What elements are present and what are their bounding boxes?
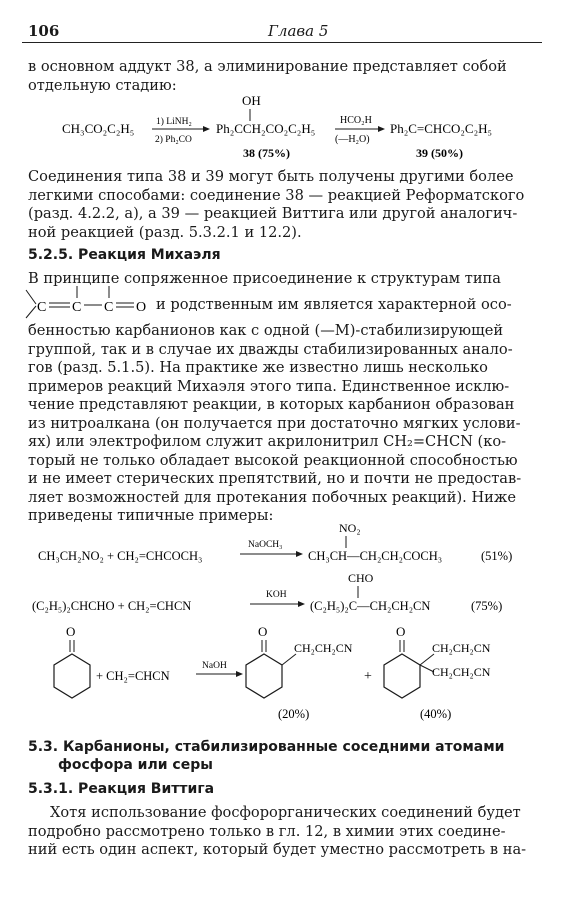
scheme1-arrowhead-2 [378, 126, 385, 132]
rxn1-reactants: CH₃CH₂NO₂ + CH₂=CHCOCH₃ [38, 549, 203, 563]
section-heading-5-2-5: 5.2.5. Реакция Михаэля [28, 247, 221, 263]
svg-text:O: O [66, 624, 76, 639]
scheme1-step2-bottom: (—H₂O) [335, 134, 370, 145]
p2-line: торый не только обладает высокой реакционной способностью [28, 451, 518, 469]
p3-line: подробно рассмотрено только в гл. 12, в химии этих соедине- [28, 822, 506, 840]
section-heading-5-3-1: 5.3.1. Реакция Виттига [28, 781, 215, 797]
svg-text:C: C [104, 300, 114, 315]
section-5-3-title-line-1: 5.3. Карбанионы, стабилизированные соседними атомами [28, 739, 505, 755]
intro-text [28, 58, 540, 95]
scheme1-intermediate-label: 38 (75%) [243, 146, 290, 160]
svg-text:O: O [396, 624, 406, 639]
reaction-nitroalkane [28, 520, 543, 570]
p1-line: (разд. 4.2.2, а), а 39 — реакцией Виттига или другой аналогич- [28, 205, 518, 222]
p3-line: Хотя использование фосфорорганических соединений будет [50, 804, 521, 821]
scheme1-step1-bottom: 2) Ph₂CO [155, 135, 192, 145]
scheme1-arrowhead-1 [203, 126, 210, 132]
product-2-chain-bottom: CH₂CH₂CN [432, 665, 491, 679]
p1-line: легкими способами: соединение 38 — реакцией Реформатского [28, 186, 525, 204]
plus-sign: + [364, 669, 372, 684]
p2-line: группой, так и в случае их дважды стабилизированных анало- [28, 340, 513, 358]
rxn3-arrowhead [236, 671, 243, 677]
scheme1-reactant: CH₃CO₂C₂H₅ [62, 121, 135, 136]
paragraph-3 [28, 804, 540, 860]
scheme1-oh: OH [242, 95, 261, 108]
rxn2-reagent: KOH [266, 590, 287, 600]
p2-line: и не имеет стерических препятствий, но и почти не предостав- [28, 470, 522, 487]
scheme1-product: Ph₂C=CHCO₂C₂H₅ [390, 121, 493, 136]
rxn1-reagent: NaOCH₃ [248, 540, 283, 550]
product-1-structure [246, 624, 296, 698]
rxn1-substituent: NO₂ [339, 521, 361, 535]
rxn1-product: CH₃CH—CH₂CH₂COCH₃ [308, 549, 443, 563]
p2-line: примеров реакций Михаэля этого типа. Единственное исклю- [28, 377, 510, 395]
rxn2-yield: (75%) [471, 599, 503, 613]
rxn1-yield: (51%) [481, 549, 513, 563]
svg-text:C: C [37, 300, 47, 315]
rxn2-product: (C₂H₅)₂C—CH₂CH₂CN [310, 599, 431, 613]
para2-first-line: В принципе сопряженное присоединение к структурам типа [28, 270, 501, 287]
scheme1-step2-top: HCO₂H [340, 115, 372, 126]
cyclohexanone-reactant [54, 624, 90, 698]
p1-line: Соединения типа 38 и 39 могут быть получены другими более [28, 168, 514, 185]
intro-line-1: в основном аддукт 38, а элиминирование представляет собой [28, 58, 507, 75]
svg-text:O: O [258, 624, 268, 639]
header-rule [22, 42, 542, 43]
reaction-scheme-1 [28, 95, 543, 165]
rxn3-reagent: NaOH [202, 661, 227, 671]
scheme1-product-label: 39 (50%) [416, 146, 463, 160]
rxn3-reagent-text: + CH₂=CHCN [96, 669, 170, 683]
intro-line-2: отдельную стадию: [28, 76, 177, 94]
paragraph-2 [28, 322, 540, 526]
rxn2-reactants: (C₂H₅)₂CHCHO + CH₂=CHCN [32, 599, 192, 613]
p2-line: бенностью карбанионов как с одной (—M)-стабилизирующей [28, 322, 504, 339]
p2-line: ях) или электрофилом служит акрилонитрил CH₂=CHCN (ко- [28, 433, 507, 450]
product-1-yield: (20%) [278, 707, 310, 721]
p2-line: гов (разд. 5.1.5). На практике же известно лишь несколько [28, 359, 488, 376]
svg-text:O: O [136, 300, 147, 315]
section-heading-5-3 [28, 738, 504, 774]
rxn2-substituent: CHO [348, 571, 374, 585]
rxn2-arrowhead [298, 601, 305, 607]
running-header: Глава 5 [268, 22, 329, 40]
scheme1-step1-top: 1) LiNH₂ [156, 117, 192, 127]
section-5-3-title-line-2: фосфора или серы [58, 757, 213, 773]
p3-line: ний есть один аспект, который будет уместно рассмотреть в на- [28, 841, 527, 858]
scheme1-intermediate: Ph₂CCH₂CO₂C₂H₅ [216, 121, 316, 136]
svg-text:C: C [72, 300, 82, 315]
product-2-chain-top: CH₂CH₂CN [432, 641, 491, 655]
p2-line: приведены типичные примеры: [28, 507, 274, 524]
p2-line: ляет возможностей для протекания побочных реакций). Ниже [28, 488, 516, 506]
paragraph-1 [28, 168, 540, 242]
reaction-cyclohexanone [28, 618, 543, 728]
enone-structure [24, 284, 166, 324]
product-2-structure [384, 624, 434, 698]
reaction-aldehyde [28, 570, 543, 615]
p1-line: ной реакцией (разд. 5.3.2.1 и 12.2). [28, 223, 302, 241]
para2-second-line: и родственным им является характерной осо- [156, 296, 512, 313]
p2-line: чение представляют реакции, в которых карбанион образован [28, 396, 515, 413]
product-2-yield: (40%) [420, 707, 452, 721]
page-number: 106 [28, 22, 60, 40]
product-1-chain: CH₂CH₂CN [294, 641, 353, 655]
rxn1-arrowhead [296, 551, 303, 557]
p2-line: из нитроалкана (он получается при достаточно мягких услови- [28, 414, 521, 432]
